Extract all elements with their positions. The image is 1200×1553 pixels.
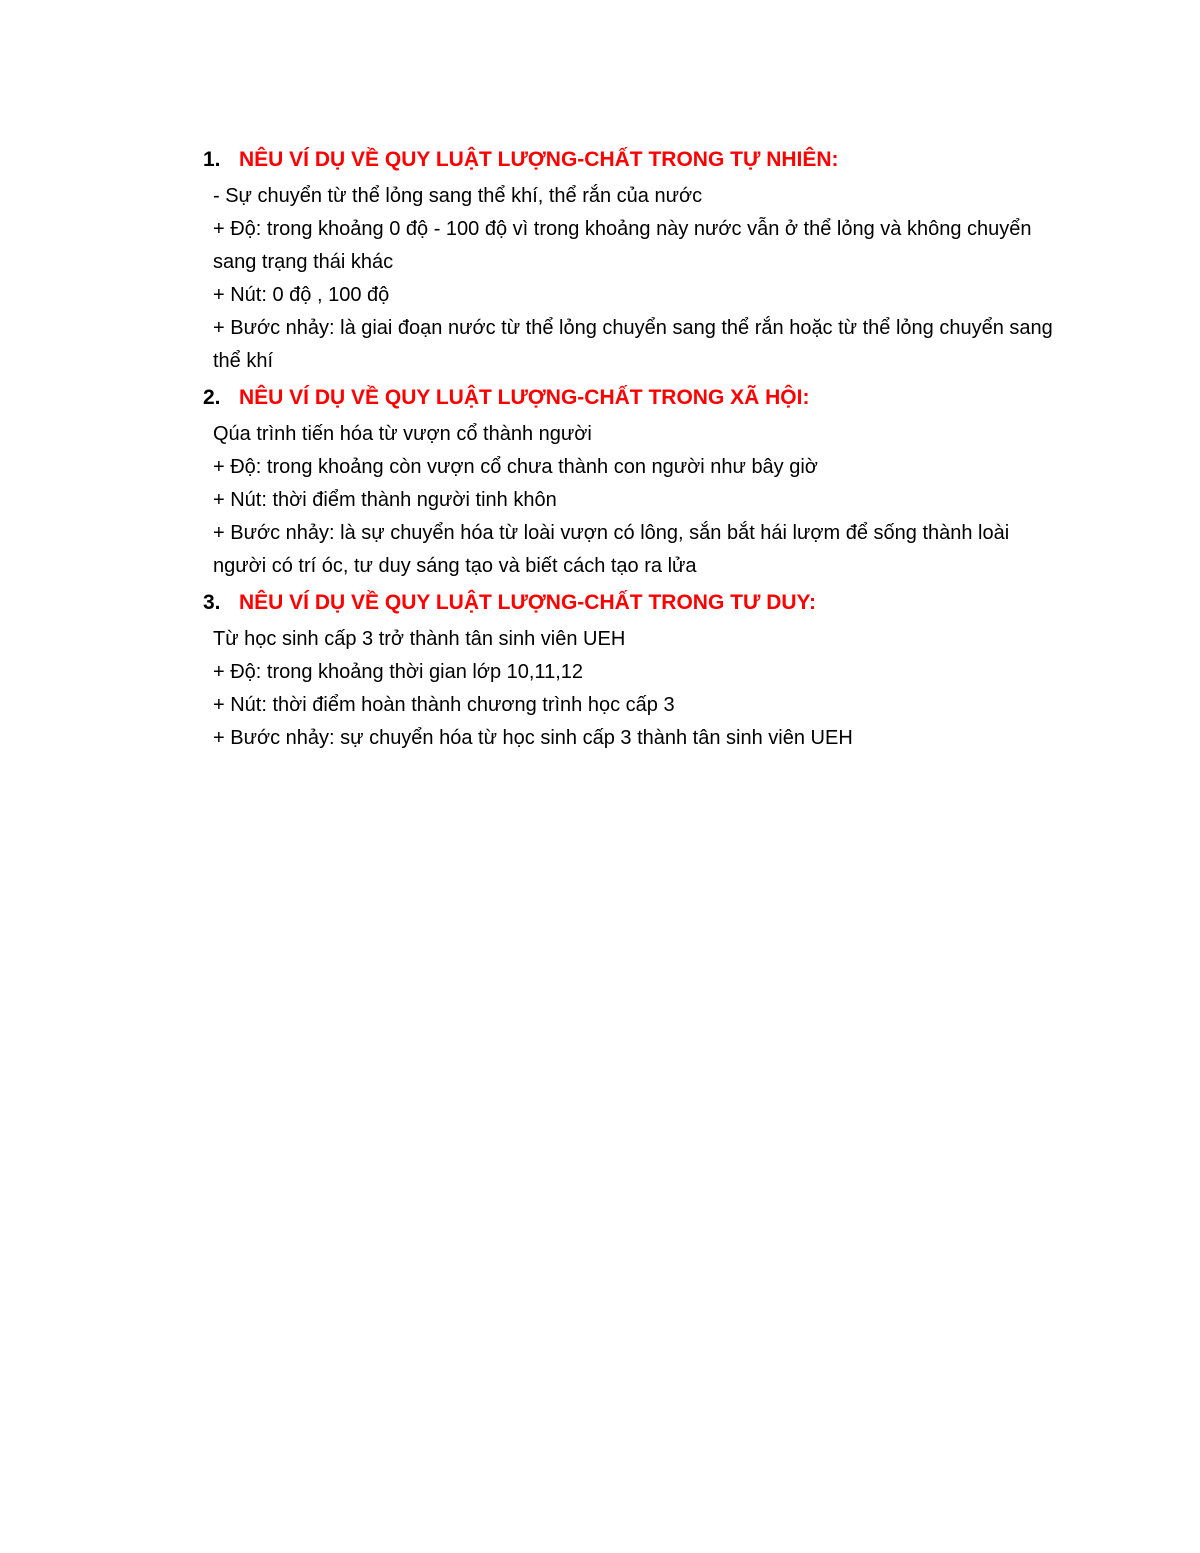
paragraph-line: + Nút: thời điểm hoàn thành chương trình học cấp 3 [213, 694, 675, 716]
paragraph-line: + Độ: trong khoảng 0 độ - 100 độ vì trong khoảng này nước vẫn ở thể lỏng và không chuyển sang trạng thái khác [213, 218, 1032, 273]
paragraph-line: + Nút: thời điểm thành người tinh khôn [213, 489, 557, 511]
section-nature [203, 140, 1063, 378]
section-society [203, 378, 1063, 583]
section-number: 3. [203, 591, 221, 614]
paragraph-line: + Bước nhảy: là sự chuyển hóa từ loài vượn có lông, sắn bắt hái lượm để sống thành loài người có trí óc, tư duy sáng tạo và biết cách tạo ra lửa [213, 522, 1010, 577]
section-heading [203, 140, 1063, 180]
section-thinking [203, 583, 1063, 755]
paragraph-line: + Bước nhảy: là giai đoạn nước từ thể lỏng chuyển sang thể rắn hoặc từ thể lỏng chuyển sang thể khí [213, 317, 1053, 372]
document-body [203, 140, 1063, 755]
paragraph-line: + Độ: trong khoảng thời gian lớp 10,11,12 [213, 661, 583, 683]
paragraph-line: - Sự chuyển từ thể lỏng sang thể khí, thể rắn của nước [213, 185, 703, 207]
section-heading [203, 378, 1063, 418]
section-title: NÊU VÍ DỤ VỀ QUY LUẬT LƯỢNG-CHẤT TRONG TƯ DUY: [239, 591, 816, 614]
paragraph-line: Từ học sinh cấp 3 trở thành tân sinh viên UEH [213, 628, 626, 650]
paragraph-line: + Độ: trong khoảng còn vượn cổ chưa thành con người như bây giờ [213, 456, 818, 478]
paragraph-line: Qúa trình tiến hóa từ vượn cổ thành người [213, 423, 592, 445]
section-number: 1. [203, 148, 221, 171]
section-number: 2. [203, 386, 221, 409]
section-title: NÊU VÍ DỤ VỀ QUY LUẬT LƯỢNG-CHẤT TRONG XÃ HỘI: [239, 386, 810, 409]
section-title: NÊU VÍ DỤ VỀ QUY LUẬT LƯỢNG-CHẤT TRONG TỰ NHIÊN: [239, 148, 839, 171]
paragraph-line: + Bước nhảy: sự chuyển hóa từ học sinh cấp 3 thành tân sinh viên UEH [213, 727, 853, 749]
paragraph-line: + Nút: 0 độ , 100 độ [213, 284, 390, 306]
section-heading [203, 583, 1063, 623]
